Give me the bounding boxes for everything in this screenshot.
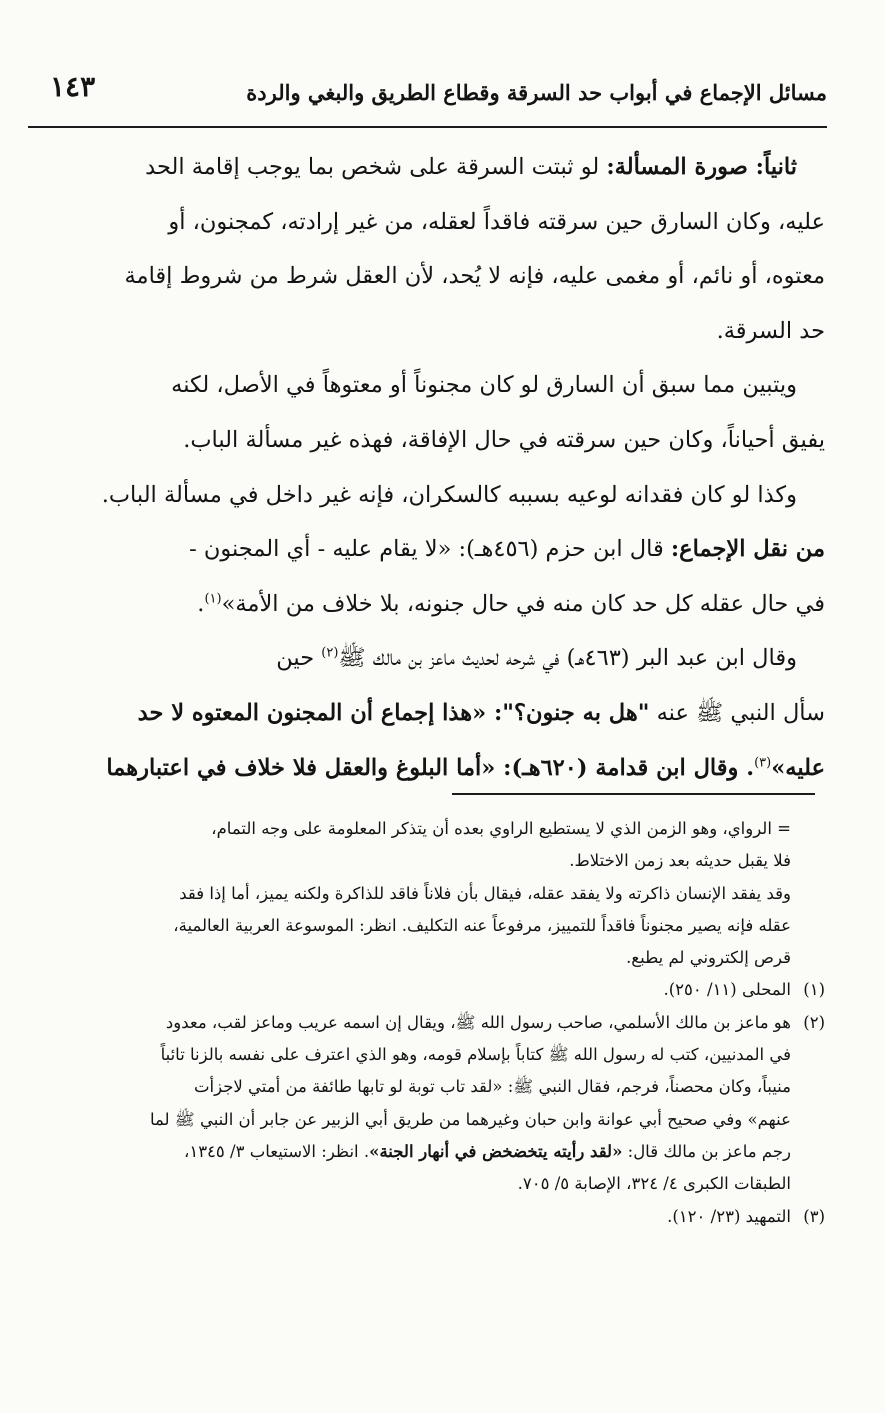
footnote-number: (٣) <box>803 1206 825 1226</box>
text-line: وكذا لو كان فقدانه لوعيه بسببه كالسكران، فإنه غير داخل في مسألة الباب. <box>101 481 797 508</box>
footnote-line: في المدنيين، كتب له رسول الله ﷺ كتاباً بإسلام قومه، وهو الذي اعترف على نفسه بالزنا تائباً <box>160 1045 791 1065</box>
footnote-1: (١)المحلى (١١/ ٢٥٠). <box>40 974 825 1006</box>
footnote-line: عقله فإنه يصير مجنوناً فاقداً للتمييز، مرفوعاً عنه التكليف. انظر: الموسوعة العربية العالمية، <box>173 915 791 935</box>
text-line: معتوه، أو نائم، أو مغمى عليه، فإنه لا يُحد، لأن العقل شرط من شروط إقامة <box>124 263 825 290</box>
footnote-line: قرص إلكتروني لم يطبع. <box>626 948 791 968</box>
text-line: من نقل الإجماع: قال ابن حزم (٤٥٦هـ): «لا يقام عليه - أي المجنون - <box>189 536 825 563</box>
main-text <box>40 140 825 795</box>
text-line: ويتبين مما سبق أن السارق لو كان مجنوناً أو معتوهاً في الأصل، لكنه <box>171 372 797 399</box>
text-line: حد السرقة. <box>716 317 825 344</box>
text-line: عليه»$^{(٣)}$. وقال ابن قدامة (٦٢٠هـ): «أما البلوغ والعقل فلا خلاف في اعتبارهما <box>106 754 825 781</box>
footnote-line: رجم ماعز بن مالك قال: «لقد رأيته يتخضخض في أنهار الجنة». انظر: الاستيعاب ٣/ ١٣٤٥، <box>184 1141 791 1161</box>
footnote-line: = الرواي، وهو الزمن الذي لا يستطيع الراوي بعده أن يتذكر المعلومة على وجه التمام، <box>211 819 791 838</box>
text-line: وقال ابن عبد البر (٤٦٣هـ) في شرحه لحديث ماعز بن مالك ﷺ$^{(٢)}$ حين <box>276 645 797 672</box>
footnote-number: (١) <box>803 980 825 1000</box>
page-header <box>28 66 827 128</box>
section-heading: من نقل الإجماع: <box>670 536 825 563</box>
text-line: يفيق أحياناً، وكان حين سرقته في حال الإفاقة، فهذه غير مسألة الباب. <box>183 426 825 453</box>
text-line: في حال عقله كل حد كان منه في حال جنونه، بلا خلاف من الأمة»$^{(١)}$. <box>197 590 825 617</box>
footnote-line: فلا يقبل حديثه بعد زمن الاختلاط. <box>569 851 791 871</box>
section-heading: ثانياً: صورة المسألة: <box>606 154 797 180</box>
page-number: ١٤٣ <box>50 70 96 103</box>
footnote-separator <box>452 793 815 795</box>
footnote-line: وقد يفقد الإنسان ذاكرته ولا يفقد عقله، فيقال بأن فلاناً فاقد للذاكرة ولكنه يميز، أما إذا فقد <box>179 883 791 903</box>
footnotes <box>40 813 825 1233</box>
footnote-ref: (٢) <box>321 645 339 661</box>
footnote-line: الطبقات الكبرى ٤/ ٣٢٤، الإصابة ٥/ ٧٠٥. <box>517 1174 791 1194</box>
footnote-number: (٢) <box>803 1012 825 1032</box>
footnote-ref: (١) <box>204 591 222 607</box>
footnote-2: (٢)هو ماعز بن مالك الأسلمي، صاحب رسول الله ﷺ، ويقال إن اسمه عريب وماعز لقب، معدود <box>40 1007 825 1039</box>
text-line: عليه، وكان السارق حين سرقته فاقداً لعقله، من غير إرادته، كمجنون، أو <box>168 208 825 235</box>
text-line: ثانياً: صورة المسألة: لو ثبتت السرقة على شخص بما يوجب إقامة الحد <box>145 154 797 180</box>
footnote-line: منيباً، وكان محصناً، فرجم، فقال النبي ﷺ: «لقد تاب توبة لو تابها طائفة من أمتي لاجزأت <box>193 1077 791 1097</box>
footnote-ref: (٣) <box>754 755 772 771</box>
footnote-3: (٣)التمهيد (٢٣/ ١٢٠). <box>40 1201 825 1233</box>
running-title: مسائل الإجماع في أبواب حد السرقة وقطاع الطريق والبغي والردة <box>246 80 827 105</box>
text-line: سأل النبي ﷺ عنه "هل به جنون؟": «هذا إجماع أن المجنون المعتوه لا حد <box>137 699 825 726</box>
footnote-line: عنهم» وفي صحيح أبي عوانة وابن حبان وغيرهما من طريق أبي الزبير عن جابر أن النبي ﷺ لما <box>149 1109 791 1129</box>
